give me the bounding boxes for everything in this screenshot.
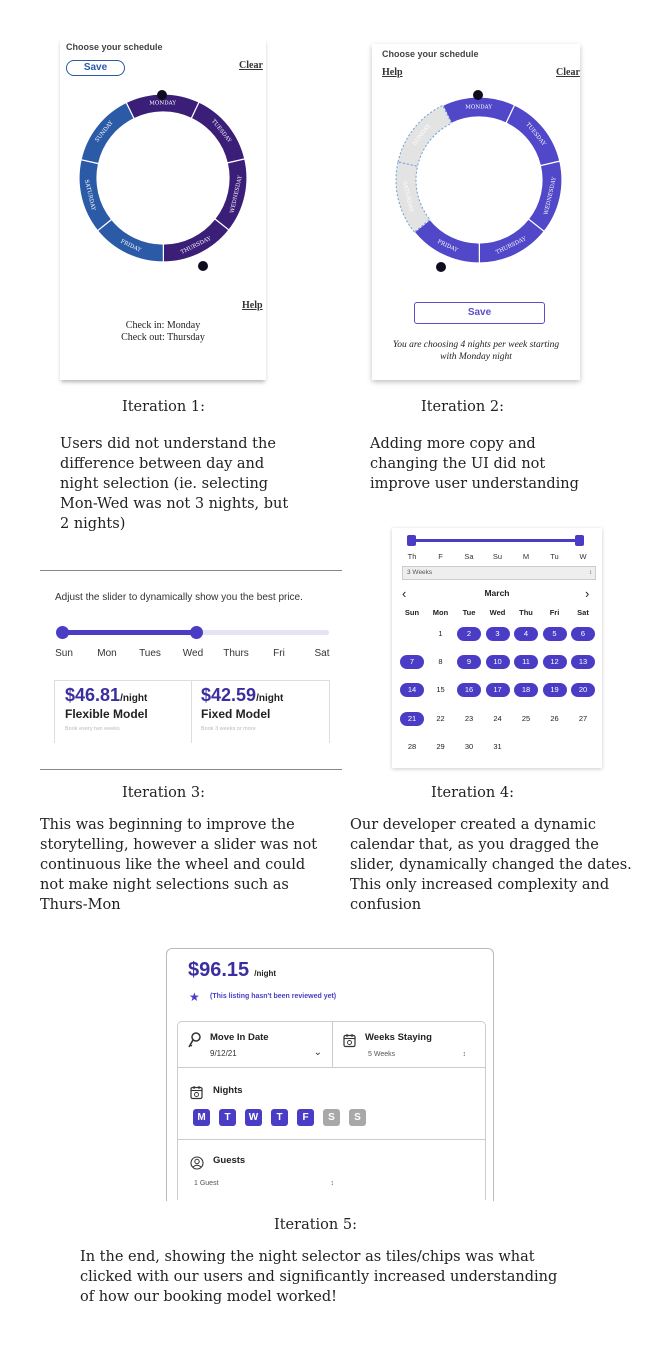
calendar-day-selected[interactable]: 9 (457, 655, 481, 669)
listing-per-night: /night (254, 969, 277, 978)
flexible-model-label: Flexible Model (65, 707, 148, 721)
iteration1-caption: Iteration 1: (122, 399, 205, 415)
iteration3-caption: Iteration 3: (122, 785, 205, 801)
fixed-price-value: $42.59 (201, 685, 257, 705)
wheel-label-monday: MONDAY (149, 100, 177, 107)
slider-day-label: Tu (550, 552, 559, 561)
choice-note-line1: You are choosing 4 nights per week starting (392, 340, 560, 350)
schedule-wheel[interactable] (60, 82, 266, 282)
prev-month-icon[interactable]: ‹ (402, 586, 407, 601)
wheel-segment-wednesday[interactable] (528, 161, 562, 231)
wheel-segment-thursday[interactable] (479, 219, 544, 263)
weekday-header: Sun (404, 608, 420, 617)
calendar-day-selected[interactable]: 11 (514, 655, 538, 669)
night-chip[interactable]: M (193, 1109, 210, 1126)
flexible-per-night: /night (120, 693, 148, 704)
slider-day-label: M (522, 552, 530, 561)
week-slider-track[interactable] (411, 539, 579, 542)
divider-top (40, 570, 342, 571)
slider-start-handle[interactable] (56, 626, 69, 639)
calendar-day[interactable]: 31 (493, 741, 502, 751)
flexible-price-value: $46.81 (65, 685, 121, 705)
wheel-segment-friday[interactable] (414, 220, 479, 263)
wheel-label-monday: MONDAY (465, 104, 493, 111)
slider-day-sat: Sat (314, 648, 330, 659)
chevron-down-icon: ⌄ (313, 1047, 322, 1058)
slider-day-label: Su (492, 552, 503, 561)
end-handle[interactable] (198, 261, 208, 271)
iteration5-description: In the end, showing the night selector as tiles/chips was what clicked with our users and significantly increased understanding of how our booking model worked! (80, 1249, 558, 1305)
guests-select[interactable] (194, 1180, 334, 1187)
calendar-day[interactable]: 28 (407, 741, 417, 751)
weeks-select[interactable] (402, 566, 596, 580)
flexible-price (65, 685, 147, 706)
weeks-staying-select[interactable] (368, 1051, 466, 1058)
help-link[interactable]: Help (382, 67, 403, 78)
calendar-day[interactable]: 29 (436, 741, 445, 751)
clear-link[interactable]: Clear (239, 60, 263, 71)
nights-calendar-icon (190, 1085, 203, 1100)
calendar-day-selected[interactable]: 18 (514, 683, 538, 697)
weekday-header: Sat (577, 608, 589, 617)
check-out-text: Check out: Thursday (121, 332, 205, 343)
move-in-select[interactable] (210, 1049, 322, 1058)
slider-day-label: W (579, 552, 587, 561)
calendar-day-selected[interactable]: 19 (543, 683, 567, 697)
calendar-day-selected[interactable]: 16 (457, 683, 481, 697)
schedule-wheel[interactable] (372, 84, 580, 280)
calendar-day-selected[interactable]: 13 (571, 655, 595, 669)
calendar-day[interactable]: 1 (438, 629, 443, 638)
flexible-model-note: Book every two weeks (65, 726, 120, 732)
slider-day-label: Th (407, 552, 417, 561)
iteration4-description: Our developer created a dynamic calendar that, as you dragged the slider, dynamically changed the dates. This only increased complexity and confusion (350, 817, 632, 913)
calendar-day-selected[interactable]: 20 (571, 683, 595, 697)
wheel-label-friday: FRIDAY (119, 238, 142, 254)
wheel-segment-saturday[interactable] (396, 162, 430, 232)
calendar-day[interactable]: 24 (493, 713, 502, 723)
next-month-icon[interactable]: › (585, 586, 590, 601)
calendar-day-selected[interactable]: 6 (571, 627, 595, 641)
save-button[interactable]: Save (66, 60, 125, 76)
night-chip[interactable]: W (245, 1109, 262, 1126)
calendar-day-selected[interactable]: 21 (400, 712, 424, 726)
wheel-segment-tuesday[interactable] (191, 102, 244, 163)
iteration5-caption: Iteration 5: (274, 1217, 357, 1233)
iteration2-description: Adding more copy and changing the UI did not improve user understanding (370, 436, 579, 492)
review-note: (This listing hasn't been reviewed yet) (210, 993, 337, 1000)
wheel-label-sunday: SUNDAY (411, 123, 433, 147)
slider-day-fri: Fri (273, 648, 285, 659)
choice-note-line2: with Monday night (440, 352, 512, 362)
weekday-header: Mon (432, 608, 449, 617)
calendar-day-selected[interactable]: 3 (486, 627, 510, 641)
week-slider-end-handle[interactable] (575, 535, 584, 546)
move-in-key-icon (187, 1032, 201, 1050)
iteration2-caption: Iteration 2: (421, 399, 504, 415)
iteration2-card (372, 44, 580, 380)
start-handle[interactable] (473, 90, 483, 100)
iteration4-calendar-card (392, 528, 602, 768)
star-icon: ★ (189, 990, 200, 1004)
divider-bottom (40, 769, 342, 770)
iteration3-description: This was beginning to improve the storytelling, however a slider was not continuous like the wheel and could not make night selections such as Thurs-Mon (40, 817, 318, 913)
iteration1-description: Users did not understand the difference between day and night selection (ie. selecting Mon-Wed was not 3 nights, but 2 nights) (60, 436, 289, 532)
calendar-icon (343, 1033, 356, 1048)
calendar-day-selected[interactable]: 12 (543, 655, 567, 669)
fixed-price (201, 685, 283, 706)
listing-price (188, 959, 276, 982)
calendar-day-selected[interactable]: 14 (400, 683, 424, 697)
wheel-label-friday: FRIDAY (436, 238, 459, 254)
night-chip[interactable]: S (323, 1109, 340, 1126)
booking-form (177, 1021, 486, 1200)
night-chip[interactable]: T (219, 1109, 236, 1126)
start-handle[interactable] (157, 90, 167, 100)
guests-label: Guests (213, 1155, 246, 1166)
price-box (54, 680, 330, 743)
wheel-label-sunday: SUNDAY (94, 120, 115, 144)
wheel-label-saturday: SATURDAY (82, 179, 96, 212)
wheel-label-wednesday: WEDNESDAY (543, 176, 558, 216)
weekday-header: Tue (462, 608, 476, 617)
calendar-day[interactable]: 8 (438, 657, 443, 667)
wheel-segment-sunday[interactable] (81, 102, 134, 163)
calendar-day[interactable]: 26 (550, 713, 559, 723)
calendar-day[interactable]: 25 (521, 713, 531, 723)
slider-day-label: F (438, 552, 443, 561)
guests-value: 1 Guest (194, 1180, 219, 1187)
night-chip[interactable]: S (349, 1109, 366, 1126)
select-arrows-icon: ↕ (330, 1180, 334, 1187)
wheel-label-tuesday: TUESDAY (524, 121, 547, 148)
guest-avatar-icon (190, 1155, 204, 1169)
calendar-day[interactable]: 23 (464, 713, 474, 723)
iteration5-booking-card (166, 948, 494, 1201)
slider-prompt: Adjust the slider to dynamically show you the best price. (55, 592, 303, 603)
schedule-title: Choose your schedule (382, 49, 479, 59)
calendar-day[interactable]: 30 (464, 741, 474, 751)
wheel-label-tuesday: TUESDAY (209, 118, 233, 145)
wheel-segment-saturday[interactable] (79, 160, 112, 231)
weeks-staying-value: 5 Weeks (368, 1051, 396, 1058)
calendar-day-selected[interactable]: 5 (543, 627, 567, 641)
calendar-day-selected[interactable]: 17 (486, 683, 510, 697)
listing-price-value: $96.15 (188, 959, 250, 981)
wheel-segment-thursday[interactable] (163, 219, 229, 262)
weeks-staying-label: Weeks Staying (365, 1032, 432, 1043)
iteration1-card (60, 38, 266, 380)
calendar-day[interactable]: 22 (436, 713, 445, 723)
iteration4-caption: Iteration 4: (431, 785, 514, 801)
weeks-select-value: 3 Weeks (407, 569, 433, 576)
slider-day-label: Sa (464, 552, 474, 561)
week-slider-start-handle[interactable] (407, 535, 416, 546)
weekday-header: Thu (519, 608, 533, 617)
wheel-label-thursday: THURSDAY (495, 236, 528, 256)
slider-fill (62, 630, 196, 635)
calendar-day-selected[interactable]: 4 (514, 627, 538, 641)
calendar-day[interactable]: 27 (578, 713, 588, 723)
clear-link[interactable]: Clear (556, 67, 580, 78)
weekday-header: Fri (549, 608, 560, 617)
slider-day-wed: Wed (182, 648, 204, 659)
slider-day-sun: Sun (55, 648, 73, 659)
calendar-day-selected[interactable]: 7 (400, 655, 424, 669)
month-title: March (484, 588, 510, 598)
wheel-segment-wednesday[interactable] (215, 159, 247, 230)
select-arrows-icon: ↕ (589, 570, 592, 576)
night-chip[interactable]: F (297, 1109, 314, 1126)
select-arrows-icon: ↕ (462, 1051, 466, 1058)
wheel-label-wednesday: WEDNESDAY (229, 175, 244, 214)
slider-day-thurs: Thurs (223, 648, 249, 659)
schedule-title: Choose your schedule (66, 42, 163, 52)
weekday-header: Wed (489, 608, 506, 617)
move-in-value: 9/12/21 (210, 1049, 237, 1058)
calendar-day-selected[interactable]: 2 (457, 627, 481, 641)
wheel-label-saturday: SATURDAY (400, 180, 414, 213)
move-in-label: Move In Date (210, 1032, 269, 1043)
help-link[interactable]: Help (242, 300, 263, 311)
night-chip[interactable]: T (271, 1109, 288, 1126)
calendar-day-selected[interactable]: 10 (486, 655, 510, 669)
slider-day-mon: Mon (97, 648, 117, 659)
fixed-model-label: Fixed Model (201, 707, 271, 721)
end-handle[interactable] (436, 262, 446, 272)
save-button[interactable]: Save (414, 302, 545, 324)
calendar-day[interactable]: 15 (436, 685, 445, 695)
fixed-per-night: /night (256, 693, 284, 704)
nights-label: Nights (213, 1085, 243, 1096)
check-in-text: Check in: Monday (125, 320, 201, 331)
slider-day-tues: Tues (139, 648, 161, 659)
fixed-model-note: Book 3 weeks or more (201, 726, 256, 732)
wheel-label-thursday: THURSDAY (180, 235, 213, 256)
slider-end-handle[interactable] (190, 626, 203, 639)
wheel-segment-friday[interactable] (98, 219, 164, 262)
